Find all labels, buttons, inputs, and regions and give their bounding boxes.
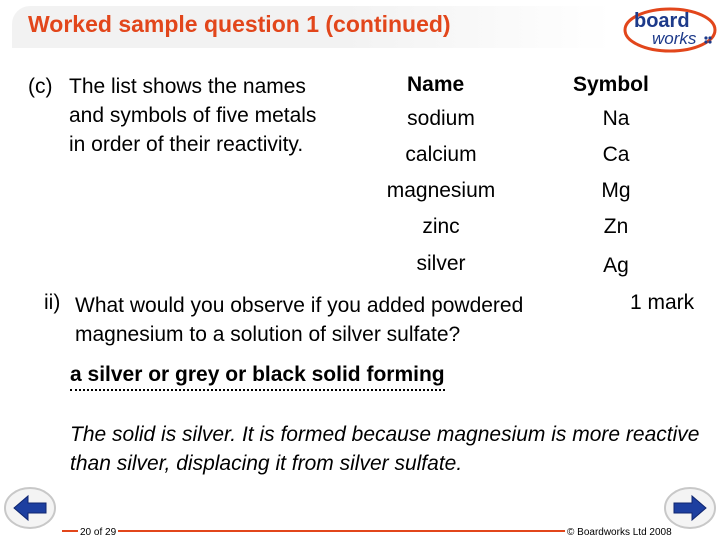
question-label: ii) [44, 291, 61, 314]
metal-symbol: Mg [601, 179, 631, 202]
logo-works-text: works [652, 29, 697, 48]
copyright: © Boardworks Ltd 2008 [567, 527, 672, 538]
metal-symbol: Zn [603, 215, 629, 238]
metal-name: calcium [405, 143, 477, 166]
intro-label: (c) [28, 75, 53, 98]
logo-board-text: board [634, 10, 690, 32]
symbol-column-header: Symbol [573, 73, 649, 96]
next-button[interactable] [662, 484, 718, 532]
boardworks-logo [622, 4, 718, 54]
name-column-header: Name [407, 73, 465, 96]
answer-text: a silver or grey or black solid forming [70, 363, 445, 391]
metal-name: silver [416, 252, 466, 275]
metal-symbol: Ca [602, 143, 630, 166]
right-arrow-icon [662, 484, 718, 532]
slide-title: Worked sample question 1 (continued) [28, 11, 451, 37]
metal-name: sodium [407, 107, 475, 130]
metal-symbol: Na [602, 107, 630, 130]
metal-name: magnesium [386, 179, 496, 202]
page-number: 20 of 29 [80, 527, 117, 538]
metal-name: zinc [422, 215, 460, 238]
left-arrow-icon [2, 484, 58, 532]
previous-button[interactable] [2, 484, 58, 532]
intro-text: The list shows the names and symbols of five metals in order of their reactivity. [69, 75, 317, 156]
marks-label: 1 mark [630, 291, 695, 314]
question-text: What would you observe if you added powdered magnesium to a solution of silver sulfate? [75, 294, 524, 346]
metal-symbol: Ag [603, 254, 629, 277]
explanation-text: The solid is silver. It is formed because magnesium is more reactive than silver, displacing it from silver sulfate. [70, 423, 700, 475]
